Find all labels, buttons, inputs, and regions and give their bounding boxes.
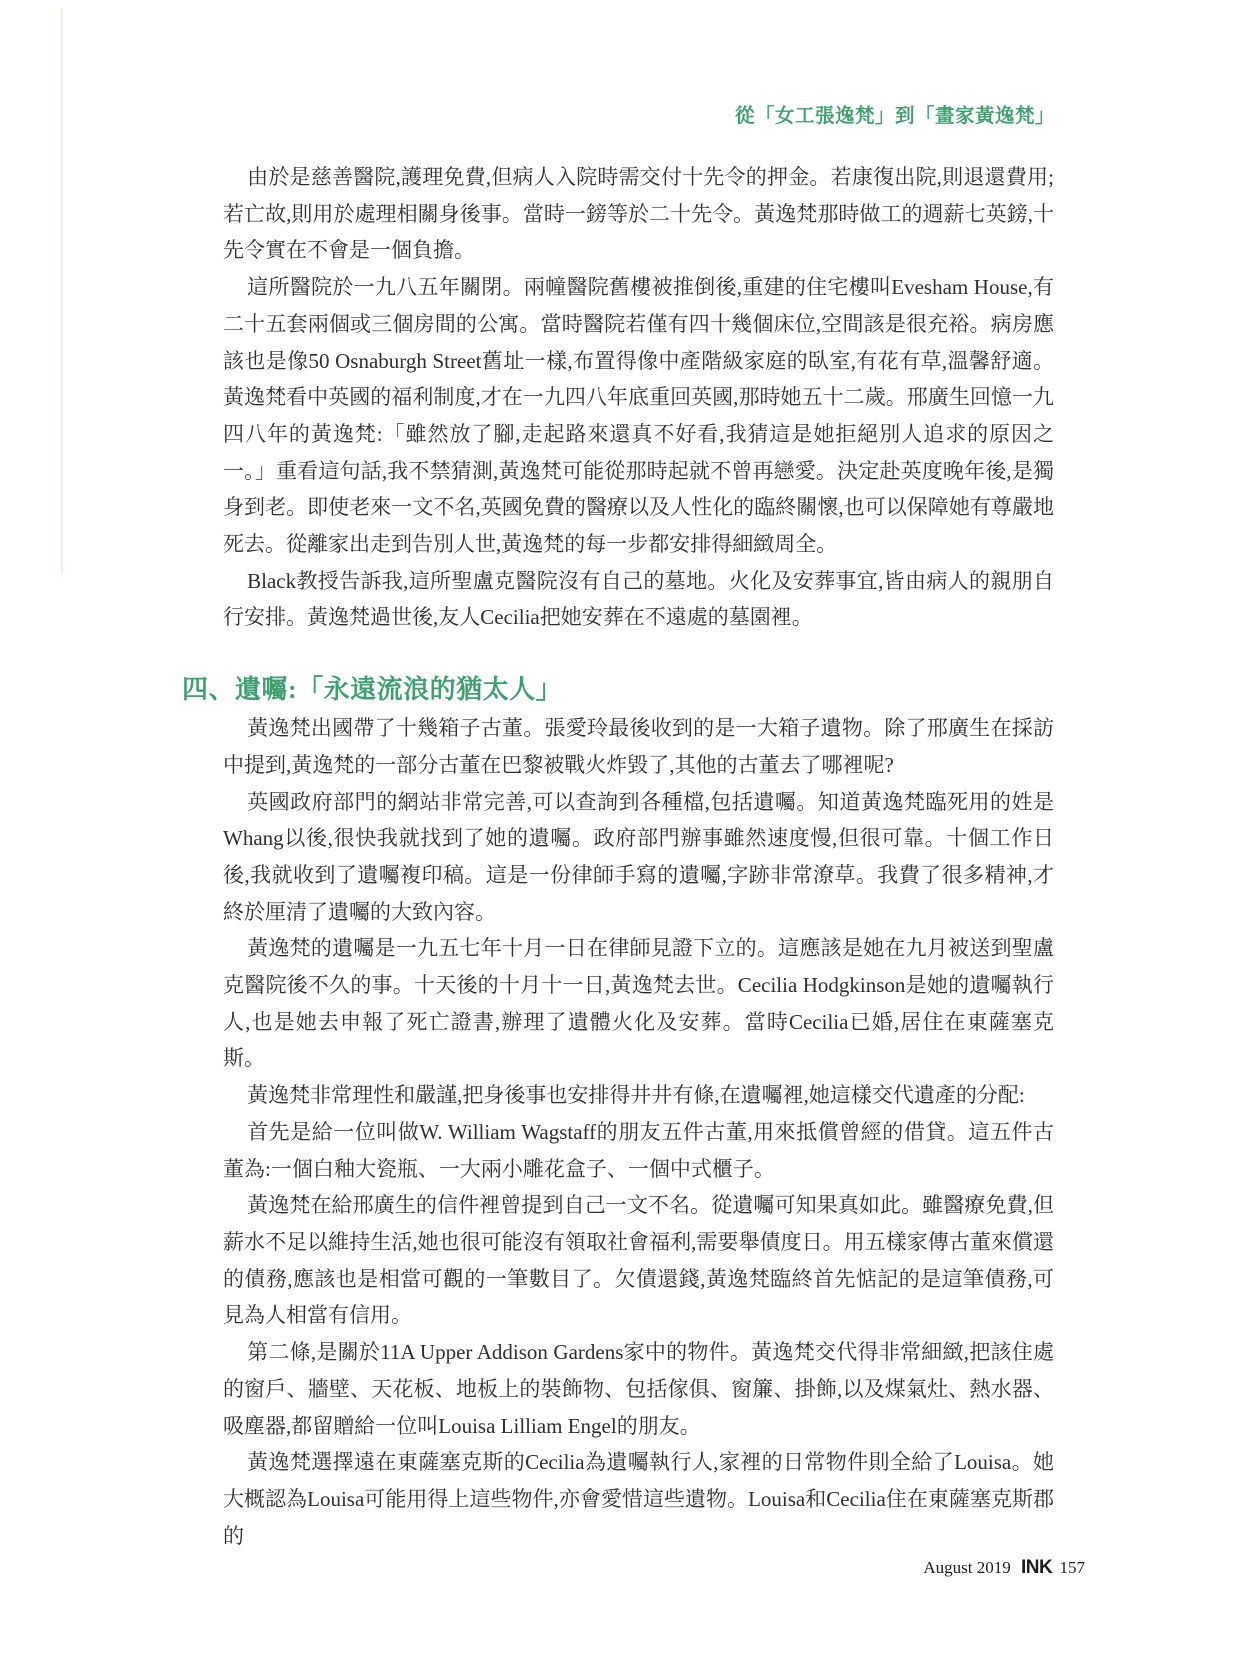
footer-issue-date: August 2019 bbox=[923, 1558, 1011, 1577]
paragraph: Black教授告訴我,這所聖盧克醫院沒有自己的墓地。火化及安葬事宜,皆由病人的親朋自行安排。黃逸梵過世後,友人Cecilia把她安葬在不遠處的墓園裡。 bbox=[223, 568, 1054, 630]
paragraph: 黃逸梵非常理性和嚴謹,把身後事也安排得井井有條,在遺囑裡,她這樣交代遺產的分配: bbox=[247, 1083, 1025, 1108]
paragraph: 黃逸梵在給邢廣生的信件裡曾提到自己一文不名。從遺囑可知果真如此。雖醫療免費,但薪水不足以維持生活,她也很可能沒有領取社會福利,需要舉債度日。用五樣家傳古董來償還的債務,應該也是相當可觀的一筆數目了。欠債還錢,黃逸梵臨終首先惦記的是這筆債務,可見為人相當有信用。 bbox=[223, 1193, 1054, 1328]
paragraph: 首先是給一位叫做W. William Wagstaff的朋友五件古董,用來抵償曾經的借貸。這五件古董為:一個白釉大瓷瓶、一大兩小雕花盒子、一個中式櫃子。 bbox=[223, 1119, 1054, 1181]
footer-magazine-logo: INK bbox=[1021, 1557, 1053, 1578]
paragraph: 由於是慈善醫院,護理免費,但病人入院時需交付十先令的押金。若康復出院,則退還費用;若亡故,則用於處理相關身後事。當時一鎊等於二十先令。黃逸梵那時做工的週薪七英鎊,十先令實在不會是一個負擔。 bbox=[223, 165, 1054, 263]
paragraph: 黃逸梵選擇遠在東薩塞克斯的Cecilia為遺囑執行人,家裡的日常物件則全給了Louisa。她大概認為Louisa可能用得上這些物件,亦會愛惜這些遺物。Louisa和Cecilia住在東薩塞克斯郡的 bbox=[223, 1450, 1054, 1548]
footer-page-number: 157 bbox=[1059, 1558, 1085, 1577]
paragraph: 黃逸梵的遺囑是一九五七年十月一日在律師見證下立的。這應該是她在九月被送到聖盧克醫院後不久的事。十天後的十月十一日,黃逸梵去世。Cecilia Hodgkinson是她的遺囑執行人,也是她去申報了死亡證書,辦理了遺體火化及安葬。當時Cecilia已婚,居住在東薩塞克斯。 bbox=[223, 936, 1054, 1071]
article-section-after-heading bbox=[223, 710, 1054, 1554]
running-header: 從「女工張逸梵」到「畫家黃逸梵」 bbox=[734, 106, 1055, 127]
paragraph: 第二條,是關於11A Upper Addison Gardens家中的物件。黃逸梵交代得非常細緻,把該住處的窗戶、牆壁、天花板、地板上的裝飾物、包括傢俱、窗簾、掛飾,以及煤氣灶、熱水器、吸塵器,都留贈給一位叫Louisa Lilliam Engel的朋友。 bbox=[223, 1340, 1054, 1438]
paragraph: 黃逸梵出國帶了十幾箱子古董。張愛玲最後收到的是一大箱子遺物。除了邢廣生在採訪中提到,黃逸梵的一部分古董在巴黎被戰火炸毀了,其他的古董去了哪裡呢? bbox=[223, 716, 1054, 777]
paragraph: 這所醫院於一九八五年關閉。兩幢醫院舊樓被推倒後,重建的住宅樓叫Evesham House,有二十五套兩個或三個房間的公寓。當時醫院若僅有四十幾個床位,空間該是很充裕。病房應該也是像50 Osnaburgh Street舊址一樣,布置得像中產階級家庭的臥室,有花有草,溫馨舒適。黃逸梵看中英國的福利制度,才在一九四八年底重回英國,那時她五十二歲。邢廣生回憶一九四八年的黃逸梵:「雖然放了腳,走起路來還真不好看,我猜這是她拒絕別人追求的原因之一。」重看這句話,我不禁猜測,黃逸梵可能從那時起就不曾再戀愛。決定赴英度晚年後,是獨身到老。即使老來一文不名,英國免費的醫療以及人性化的臨終關懷,也可以保障她有尊嚴地死去。從離家出走到告別人世,黃逸梵的每一步都安排得細緻周全。 bbox=[223, 275, 1054, 557]
section-heading: 四、遺囑:「永遠流浪的猶太人」 bbox=[182, 675, 563, 705]
article-section-before-heading bbox=[223, 159, 1054, 636]
page-footer bbox=[923, 1556, 1085, 1580]
paragraph: 英國政府部門的網站非常完善,可以查詢到各種檔,包括遺囑。知道黃逸梵臨死用的姓是Whang以後,很快我就找到了她的遺囑。政府部門辦事雖然速度慢,但很可靠。十個工作日後,我就收到了遺囑複印稿。這是一份律師手寫的遺囑,字跡非常潦草。我費了很多精神,才終於厘清了遺囑的大致內容。 bbox=[223, 789, 1054, 924]
article-body bbox=[182, 159, 1054, 1554]
scan-edge-artifact bbox=[61, 8, 63, 574]
